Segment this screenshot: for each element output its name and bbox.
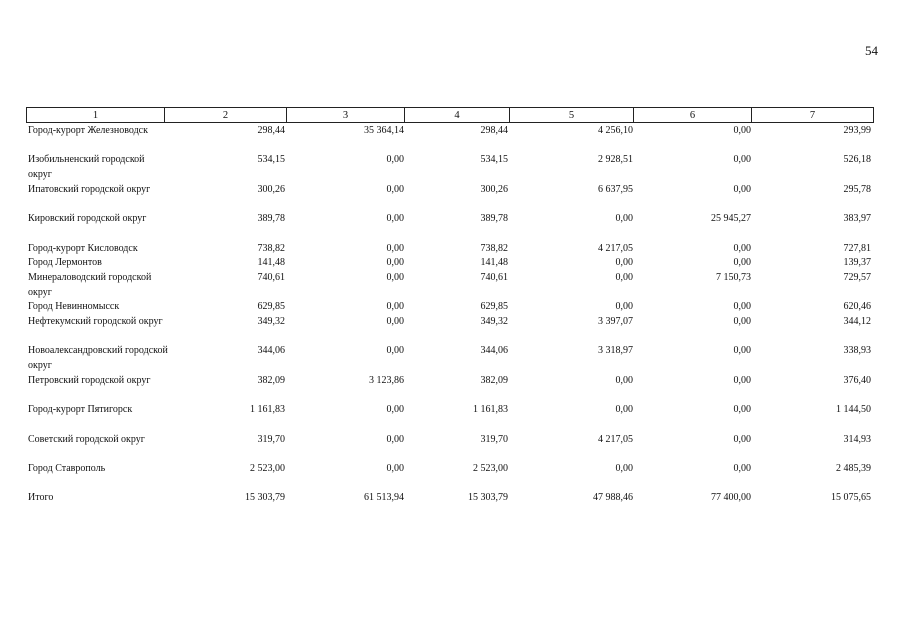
cell-col-7: 727,81 [843,242,871,254]
cell-col-6: 0,00 [733,316,751,328]
row-name: Ипатовский городской округ [28,183,151,195]
header-col-2: 2 [165,108,287,123]
header-col-1: 1 [27,108,165,123]
cell-col-4: 319,70 [480,433,508,445]
cell-col-7: 1 144,50 [836,404,871,416]
cell-col-4: 389,78 [480,213,508,225]
cell-col-4: 738,82 [480,242,508,254]
cell-col-6: 7 150,73 [716,271,751,283]
cell-col-2: 389,78 [257,213,285,225]
column-number-header [26,107,874,123]
cell-col-3: 0,00 [386,433,404,445]
total-label: Итого [28,492,54,504]
table-row [26,403,873,432]
cell-col-2: 298,44 [257,125,285,136]
header-col-4: 4 [405,108,510,123]
cell-col-2: 2 523,00 [250,462,285,474]
cell-col-7: 383,97 [843,213,871,225]
row-name: Нефтекумский городской округ [28,316,163,328]
cell-col-7: 295,78 [843,183,871,195]
cell-col-6: 0,00 [733,183,751,195]
table-row [26,315,873,344]
cell-col-3: 0,00 [386,257,404,269]
cell-col-2: 382,09 [257,374,285,386]
total-row [26,491,873,506]
cell-col-4: 534,15 [480,154,508,166]
cell-col-7: 139,37 [843,257,871,269]
cell-col-7: 620,46 [843,301,871,313]
cell-col-7: 314,93 [843,433,871,445]
row-name: Кировский городской округ [28,213,147,225]
table-row [26,256,873,271]
table-body [26,124,873,506]
cell-col-2: 629,85 [257,301,285,313]
cell-col-4: 349,32 [480,316,508,328]
header-col-5: 5 [510,108,634,123]
table-row [26,344,873,373]
cell-col-3: 0,00 [386,154,404,166]
cell-col-6: 0,00 [733,345,751,357]
row-name: Петровский городской округ [28,374,151,386]
table-row [26,124,873,153]
cell-col-6: 0,00 [733,154,751,166]
row-name: Советский городской округ [28,433,145,445]
header-col-6: 6 [634,108,752,123]
header-col-3: 3 [287,108,405,123]
cell-col-6: 0,00 [733,374,751,386]
cell-col-5: 4 217,05 [598,242,633,254]
row-name: Изобильненский городской округ [28,154,145,181]
cell-col-4: 1 161,83 [473,404,508,416]
cell-col-5: 3 397,07 [598,316,633,328]
row-name: Город-курорт Пятигорск [28,404,133,416]
cell-col-7: 293,99 [843,125,871,136]
cell-col-6: 0,00 [733,301,751,313]
cell-col-3: 35 364,14 [364,125,404,136]
cell-col-5: 6 637,95 [598,183,633,195]
table-row [26,242,873,257]
cell-col-4: 344,06 [480,345,508,357]
table-row [26,462,873,477]
cell-col-2: 319,70 [257,433,285,445]
cell-col-2: 344,06 [257,345,285,357]
table-row [26,271,873,300]
row-name: Город-курорт Железноводск [28,125,148,136]
table-row [26,374,873,403]
cell-col-4: 629,85 [480,301,508,313]
cell-col-5: 2 928,51 [598,154,633,166]
cell-col-3: 0,00 [386,345,404,357]
cell-col-7: 376,40 [843,374,871,386]
cell-col-5: 4 256,10 [598,125,633,136]
cell-col-3: 0,00 [386,271,404,283]
cell-col-7: 729,57 [843,271,871,283]
cell-col-3: 0,00 [386,213,404,225]
row-name: Город Ставрополь [28,462,106,474]
cell-col-4: 141,48 [480,257,508,269]
total-col-3: 61 513,94 [364,492,404,504]
row-name: Город Невинномысск [28,301,120,313]
cell-col-6: 0,00 [733,433,751,445]
cell-col-5: 0,00 [615,257,633,269]
total-col-4: 15 303,79 [468,492,508,504]
cell-col-2: 1 161,83 [250,404,285,416]
cell-col-6: 25 945,27 [711,213,751,225]
cell-col-2: 738,82 [257,242,285,254]
cell-col-3: 0,00 [386,316,404,328]
page-number: 54 [865,43,878,58]
cell-col-5: 4 217,05 [598,433,633,445]
cell-col-3: 0,00 [386,404,404,416]
cell-col-3: 0,00 [386,183,404,195]
cell-col-6: 0,00 [733,257,751,269]
cell-col-3: 0,00 [386,301,404,313]
header-col-7: 7 [752,108,874,123]
cell-col-5: 0,00 [615,404,633,416]
cell-col-5: 0,00 [615,462,633,474]
cell-col-6: 0,00 [733,242,751,254]
cell-col-4: 382,09 [480,374,508,386]
cell-col-6: 0,00 [733,404,751,416]
cell-col-5: 0,00 [615,271,633,283]
cell-col-5: 0,00 [615,213,633,225]
cell-col-5: 0,00 [615,301,633,313]
cell-col-2: 740,61 [257,271,285,283]
total-col-7: 15 075,65 [831,492,871,504]
cell-col-4: 740,61 [480,271,508,283]
total-col-6: 77 400,00 [711,492,751,504]
cell-col-6: 0,00 [733,125,751,136]
cell-col-2: 534,15 [257,154,285,166]
cell-col-3: 0,00 [386,242,404,254]
cell-col-3: 3 123,86 [369,374,404,386]
total-col-2: 15 303,79 [245,492,285,504]
cell-col-4: 298,44 [480,125,508,136]
table-row [26,183,873,212]
cell-col-4: 2 523,00 [473,462,508,474]
row-name: Минераловодский городской округ [28,271,152,298]
cell-col-4: 300,26 [480,183,508,195]
table-row [26,433,873,462]
total-col-5: 47 988,46 [593,492,633,504]
cell-col-7: 338,93 [843,345,871,357]
cell-col-5: 3 318,97 [598,345,633,357]
cell-col-2: 300,26 [257,183,285,195]
cell-col-2: 141,48 [257,257,285,269]
cell-col-3: 0,00 [386,462,404,474]
cell-col-6: 0,00 [733,462,751,474]
row-name: Новоалександровский городской округ [28,345,168,372]
cell-col-7: 344,12 [843,316,871,328]
cell-col-5: 0,00 [615,374,633,386]
cell-col-7: 2 485,39 [836,462,871,474]
row-name: Город-курорт Кисловодск [28,242,138,254]
cell-col-7: 526,18 [843,154,871,166]
table-row [26,153,873,182]
cell-col-2: 349,32 [257,316,285,328]
table-row [26,300,873,315]
row-name: Город Лермонтов [28,257,102,269]
table-row [26,212,873,241]
